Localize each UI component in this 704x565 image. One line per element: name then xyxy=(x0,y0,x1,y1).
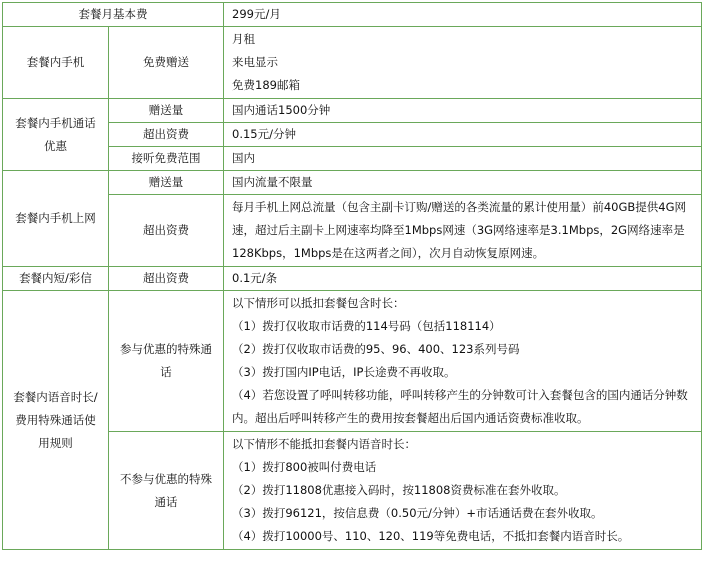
voice-excluded-item: （1）拨打800被叫付费电话 xyxy=(232,460,377,474)
internet-label: 套餐内手机上网 xyxy=(3,171,109,267)
internet-excess-value xyxy=(224,195,702,267)
call-gift-label: 赠送量 xyxy=(109,99,224,123)
call-answer-label: 接听免费范围 xyxy=(109,147,224,171)
voice-excluded-list xyxy=(224,432,702,550)
voice-excluded-label: 不参与优惠的特殊通话 xyxy=(109,432,224,550)
voice-included-intro: 以下情形可以抵扣套餐包含时长： xyxy=(232,296,405,310)
voice-included-list xyxy=(224,291,702,432)
internet-excess-text: 每月手机上网总流量（包含主副卡订购/赠送的各类流量的累计使用量）前40GB提供4G网速，超过后主副卡上网速率均降至1Mbps网速（3G网络速率是3.1Mbps，2G网络速率是128Kbps，1Mbps是在这两者之间），次月自动恢复原网速。 xyxy=(232,200,687,260)
call-excess-label: 超出资费 xyxy=(109,123,224,147)
voice-excluded-intro: 以下情形不能抵扣套餐内语音时长： xyxy=(232,437,416,451)
phone-free-items xyxy=(224,27,702,99)
phone-free-item: 免费189邮箱 xyxy=(232,78,300,92)
call-gift-value: 国内通话1500分钟 xyxy=(224,99,702,123)
phone-label: 套餐内手机 xyxy=(3,27,109,99)
row-call-gift xyxy=(3,99,702,123)
voice-excluded-item: （3）拨打96121，按信息费（0.50元/分钟）+市话通话费在套外收取。 xyxy=(232,506,603,520)
sms-value: 0.1元/条 xyxy=(224,267,702,291)
row-internet-gift xyxy=(3,171,702,195)
row-voice-included xyxy=(3,291,702,432)
phone-sub-label: 免费赠送 xyxy=(109,27,224,99)
voice-included-label: 参与优惠的特殊通话 xyxy=(109,291,224,432)
phone-free-item: 月租 xyxy=(232,32,255,46)
row-phone xyxy=(3,27,702,99)
voice-included-item: （3）拨打国内IP电话，IP长途费不再收取。 xyxy=(232,365,456,379)
voice-rules-label: 套餐内语音时长/费用特殊通话使用规则 xyxy=(3,291,109,550)
voice-excluded-item: （2）拨打11808优惠接入码时，按11808资费标准在套外收取。 xyxy=(232,483,566,497)
call-excess-value: 0.15元/分钟 xyxy=(224,123,702,147)
phone-free-item: 来电显示 xyxy=(232,55,278,69)
voice-included-item: （2）拨打仅收取市话费的95、96、400、123系列号码 xyxy=(232,342,520,356)
row-monthly-fee xyxy=(3,3,702,27)
call-answer-value: 国内 xyxy=(224,147,702,171)
voice-excluded-item: （4）拨打10000号、110、120、119等免费电话，不抵扣套餐内语音时长。 xyxy=(232,529,630,543)
internet-excess-label: 超出资费 xyxy=(109,195,224,267)
package-table xyxy=(2,2,702,550)
voice-included-item: （4）若您设置了呼叫转移功能，呼叫转移产生的分钟数可计入套餐包含的国内通话分钟数内。超出后呼叫转移产生的费用按套餐超出后国内通话资费标准收取。 xyxy=(232,388,688,425)
call-benefits-label: 套餐内手机通话优惠 xyxy=(3,99,109,171)
monthly-fee-value: 299元/月 xyxy=(224,3,702,27)
monthly-fee-label: 套餐月基本费 xyxy=(3,3,224,27)
voice-included-item: （1）拨打仅收取市话费的114号码（包括118114） xyxy=(232,319,501,333)
sms-sub-label: 超出资费 xyxy=(109,267,224,291)
internet-gift-value: 国内流量不限量 xyxy=(224,171,702,195)
internet-gift-label: 赠送量 xyxy=(109,171,224,195)
row-sms xyxy=(3,267,702,291)
sms-label: 套餐内短/彩信 xyxy=(3,267,109,291)
